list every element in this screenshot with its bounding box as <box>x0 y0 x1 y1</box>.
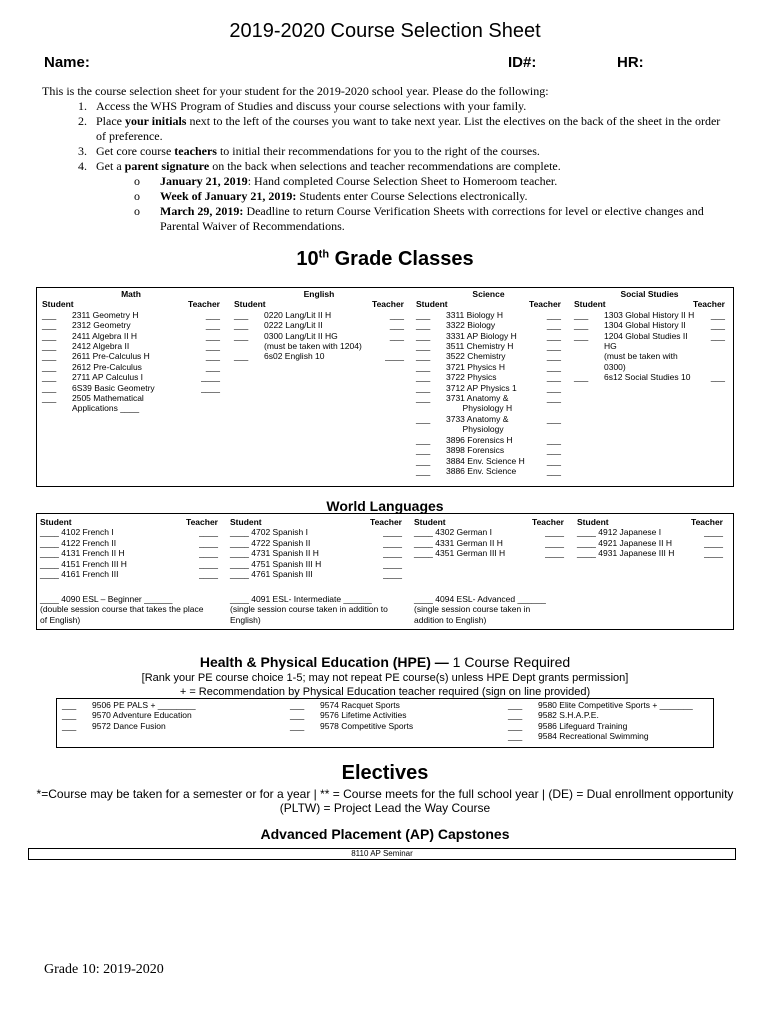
french-column <box>40 517 218 579</box>
course-row <box>40 569 218 579</box>
instruction-step: 1. Access the WHS Program of Studies and discuss your course selections with your family. <box>90 99 732 114</box>
course-name: 3721 Physics H <box>446 361 506 372</box>
course-row <box>290 700 500 710</box>
student-initial-blank: ___ <box>42 309 57 320</box>
teacher-initial-blank: ____ <box>383 527 402 538</box>
teacher-initial-blank: ___ <box>546 320 561 331</box>
teacher-label: Teacher <box>693 299 725 310</box>
course-row <box>234 320 404 330</box>
science-column <box>416 289 561 476</box>
hpe-column-1 <box>62 700 282 731</box>
student-initial-blank: ___ <box>42 372 57 383</box>
course-row <box>414 548 564 558</box>
teacher-initial-blank: ___ <box>546 330 561 341</box>
esl-line: ____ 4094 ESL- Advanced ______ <box>414 594 546 604</box>
course-name: 3731 Anatomy & <box>446 393 509 404</box>
course-name: 3331 AP Biology H <box>446 330 517 341</box>
teacher-initial-blank: ___ <box>546 372 561 383</box>
course-row <box>416 393 561 403</box>
course-row <box>234 310 404 320</box>
course-row <box>42 310 220 320</box>
teacher-initial-blank: ____ <box>385 351 404 362</box>
student-initial-blank: ___ <box>574 330 589 341</box>
teacher-initial-blank: ___ <box>546 382 561 393</box>
course-row <box>230 559 402 569</box>
course-row <box>230 527 402 537</box>
course-row <box>574 372 725 382</box>
rank-blank: ___ <box>508 720 523 731</box>
column-subheader <box>577 517 723 527</box>
teacher-initial-blank: ___ <box>205 341 220 352</box>
teacher-label: Teacher <box>370 517 402 527</box>
rank-blank: ___ <box>290 700 305 710</box>
course-name: 9580 Elite Competitive Sports + _______ <box>538 700 693 710</box>
teacher-initial-blank: ___ <box>710 320 725 331</box>
student-initial-blank: ___ <box>416 330 431 341</box>
teacher-initial-blank: ____ <box>704 527 723 538</box>
electives-legend-pltw: (PLTW) = Project Lead the Way Course <box>279 801 491 815</box>
world-languages-title: World Languages <box>326 498 444 514</box>
teacher-initial-blank: ____ <box>704 548 723 559</box>
student-initial-blank: ___ <box>42 382 57 393</box>
student-initial-blank: ___ <box>42 351 57 362</box>
course-name: 9584 Recreational Swimming <box>538 731 649 742</box>
course-row <box>42 351 220 361</box>
esl-beginner <box>40 594 225 625</box>
hpe-column-2 <box>290 700 500 731</box>
student-initial-blank: ___ <box>42 320 57 331</box>
course-name: ____ 4702 Spanish I <box>230 527 308 538</box>
column-subheader <box>230 517 402 527</box>
course-name: ____ 4761 Spanish III <box>230 569 313 580</box>
course-row <box>508 710 712 720</box>
student-initial-blank: ___ <box>416 320 431 331</box>
course-name: 9574 Racquet Sports <box>320 700 400 710</box>
course-name: ____ 4931 Japanese III H <box>577 548 675 559</box>
teacher-initial-blank: ____ <box>383 537 402 548</box>
course-name: ____ 4151 French III H <box>40 558 127 569</box>
hpe-title: Health & Physical Education (HPE) — 1 Course Required <box>199 654 571 670</box>
teacher-label: Teacher <box>529 299 561 310</box>
course-row <box>414 527 564 537</box>
teacher-initial-blank: ___ <box>546 465 561 476</box>
teacher-initial-blank: ___ <box>546 413 561 424</box>
course-name: ____ 4102 French I <box>40 527 114 538</box>
teacher-initial-blank: ____ <box>199 558 218 569</box>
instructions-lead: This is the course selection sheet for your student for the 2019-2020 school year. Please do the following: <box>42 84 549 98</box>
course-row <box>414 538 564 548</box>
teacher-initial-blank: ___ <box>205 361 220 372</box>
student-label: Student <box>577 517 609 527</box>
column-subheader <box>234 299 404 309</box>
math-column <box>42 289 220 414</box>
course-name: 3733 Anatomy & <box>446 413 509 424</box>
course-row <box>42 320 220 330</box>
math-title: Math <box>121 289 141 299</box>
ap-seminar-row: 8110 AP Seminar <box>28 848 736 860</box>
course-name: 9506 PE PALS + ________ <box>92 700 196 710</box>
student-label: Student <box>230 517 262 527</box>
course-name: 2612 Pre-Calculus <box>72 361 142 372</box>
course-row <box>416 414 561 424</box>
student-label: Student <box>42 299 74 310</box>
teacher-initial-blank: ____ <box>383 569 402 580</box>
teacher-label: Teacher <box>188 299 220 310</box>
teacher-initial-blank: ___ <box>546 393 561 404</box>
course-name: 3712 AP Physics 1 <box>446 382 517 393</box>
rank-blank: ___ <box>508 731 523 742</box>
electives-legend: *=Course may be taken for a semester or for a year | ** = Course meets for the full school year | (DE) = Dual enrollment opportunity <box>36 787 734 801</box>
rank-blank: ___ <box>62 700 77 710</box>
course-name: 2312 Geometry <box>72 320 131 331</box>
course-row <box>234 341 404 351</box>
course-row <box>574 320 725 330</box>
rank-blank: ___ <box>290 710 305 721</box>
course-name: 6S39 Basic Geometry <box>72 382 155 393</box>
student-label: Student <box>574 299 606 310</box>
course-row <box>416 351 561 361</box>
course-row <box>416 456 561 466</box>
course-row <box>508 731 712 741</box>
rank-blank: ___ <box>290 720 305 731</box>
teacher-initial-blank: ____ <box>199 548 218 559</box>
science-title: Science <box>472 289 505 299</box>
course-name: ____ 4122 French II <box>40 537 117 548</box>
course-name: Physiology <box>446 424 504 435</box>
course-row <box>42 393 220 414</box>
student-initial-blank: ___ <box>416 372 431 383</box>
deadline-item: o Week of January 21, 2019: Students enter Course Selections electronically. <box>132 189 732 204</box>
course-name: 3522 Chemistry <box>446 351 506 362</box>
course-row <box>42 383 220 393</box>
course-row <box>234 331 404 341</box>
course-name: ____ 4722 Spanish II <box>230 537 311 548</box>
course-name: 3511 Chemistry H <box>446 341 514 352</box>
course-row <box>577 538 723 548</box>
course-name: Physiology H <box>446 403 513 414</box>
name-label: Name: <box>44 54 90 71</box>
course-row <box>42 362 220 372</box>
teacher-label: Teacher <box>532 517 564 527</box>
course-row <box>416 331 561 341</box>
teacher-initial-blank: ___ <box>710 372 725 383</box>
course-name: ____ 4302 German I <box>414 527 492 538</box>
rank-blank: ___ <box>62 720 77 731</box>
column-subheader <box>416 299 561 309</box>
social-studies-column <box>574 289 725 383</box>
deadline-item: o March 29, 2019: Deadline to return Course Verification Sheets with corrections for level or elective changes and Parental Waiver of Recommendations. <box>132 204 732 234</box>
course-name: 3722 Physics <box>446 372 497 383</box>
teacher-initial-blank: ___ <box>205 309 220 320</box>
course-row <box>40 559 218 569</box>
hpe-instructions: [Rank your PE course choice 1-5; may not repeat PE course(s) unless HPE Dept grants permission] <box>141 672 629 684</box>
rank-blank: ___ <box>508 710 523 721</box>
column-subheader <box>42 299 220 309</box>
student-initial-blank: ___ <box>416 351 431 362</box>
teacher-initial-blank: ___ <box>389 330 404 341</box>
teacher-initial-blank: ___ <box>389 309 404 320</box>
deadline-item: o January 21, 2019: Hand completed Course Selection Sheet to Homeroom teacher. <box>132 174 732 189</box>
course-name: ____ 4351 German III H <box>414 548 506 559</box>
esl-line: (double session course that takes the place <box>40 604 204 615</box>
course-row <box>416 320 561 330</box>
esl-line: of English) <box>40 614 81 625</box>
teacher-label: Teacher <box>372 299 404 310</box>
course-name: 0300 Lang/Lit II HG <box>264 330 338 341</box>
course-name: (must be taken with 0300) <box>604 351 681 372</box>
course-name: 1204 Global Studies II HG <box>604 330 691 352</box>
instruction-steps <box>90 99 732 234</box>
course-name: 2505 Mathematical Applications ____ <box>72 393 146 414</box>
course-row <box>577 527 723 537</box>
esl-intermediate <box>230 594 410 625</box>
page-footer: Grade 10: 2019-2020 <box>44 962 164 977</box>
teacher-initial-blank: ___ <box>546 455 561 466</box>
course-name: ____ 4731 Spanish II H <box>230 548 319 559</box>
teacher-initial-blank: ____ <box>199 527 218 538</box>
course-name: 3896 Forensics H <box>446 434 513 445</box>
instructions <box>42 84 732 234</box>
teacher-initial-blank: ___ <box>205 351 220 362</box>
course-row <box>574 310 725 320</box>
course-name: 3322 Biology <box>446 320 496 331</box>
teacher-label: Teacher <box>691 517 723 527</box>
spanish-column <box>230 517 402 579</box>
column-subheader <box>414 517 564 527</box>
course-row <box>42 331 220 341</box>
teacher-initial-blank: ____ <box>545 548 564 559</box>
course-row <box>416 362 561 372</box>
course-row <box>290 710 500 720</box>
student-initial-blank: ___ <box>234 320 249 331</box>
course-name: (must be taken with 1204) <box>264 341 362 352</box>
course-row <box>577 548 723 558</box>
teacher-initial-blank: ____ <box>201 382 220 393</box>
esl-line: English) <box>230 614 261 625</box>
electives-title: Electives <box>341 762 429 784</box>
course-row <box>40 548 218 558</box>
student-initial-blank: ___ <box>416 445 431 456</box>
student-initial-blank: ___ <box>42 393 57 404</box>
course-row <box>508 721 712 731</box>
teacher-initial-blank: ____ <box>383 558 402 569</box>
course-row <box>230 548 402 558</box>
student-initial-blank: ___ <box>574 372 589 383</box>
grade-heading: 10th Grade Classes <box>296 248 474 270</box>
course-name: 3886 Env. Science <box>446 465 517 476</box>
course-name: 9582 S.H.A.P.E. <box>538 710 599 721</box>
course-name: 2411 Algebra II H <box>72 330 138 341</box>
teacher-initial-blank: ___ <box>389 320 404 331</box>
course-row <box>234 351 404 361</box>
teacher-initial-blank: ____ <box>201 372 220 383</box>
teacher-initial-blank: ___ <box>205 320 220 331</box>
course-name: 2611 Pre-Calculus H <box>72 351 150 362</box>
teacher-initial-blank: ___ <box>546 361 561 372</box>
column-subheader <box>40 517 218 527</box>
course-row <box>508 700 712 710</box>
english-title: English <box>303 289 335 299</box>
student-initial-blank: ___ <box>234 351 249 362</box>
rank-blank: ___ <box>62 710 77 721</box>
student-initial-blank: ___ <box>234 309 249 320</box>
student-initial-blank: ___ <box>416 413 431 424</box>
course-row <box>416 424 561 434</box>
page-title: 2019-2020 Course Selection Sheet <box>229 20 541 42</box>
course-name: 6s02 English 10 <box>264 351 325 362</box>
course-name: 9570 Adventure Education <box>92 710 192 721</box>
course-name: 9586 Lifeguard Training <box>538 720 628 731</box>
student-label: Student <box>40 517 72 527</box>
teacher-initial-blank: ____ <box>199 537 218 548</box>
course-row <box>416 445 561 455</box>
ap-capstones-title: Advanced Placement (AP) Capstones <box>260 826 510 842</box>
course-row <box>416 383 561 393</box>
course-name: 3884 Env. Science H <box>446 455 525 466</box>
esl-line: ____ 4090 ESL – Beginner ______ <box>40 594 173 604</box>
course-name: 6s12 Social Studies 10 <box>604 372 691 383</box>
teacher-initial-blank: ___ <box>546 309 561 320</box>
course-row <box>40 527 218 537</box>
teacher-initial-blank: ____ <box>545 527 564 538</box>
teacher-initial-blank: ___ <box>710 309 725 320</box>
course-row <box>62 721 282 731</box>
hpe-recommendation-note: + = Recommendation by Physical Education teacher required (sign on line provided) <box>179 686 591 698</box>
student-initial-blank: ___ <box>42 341 57 352</box>
course-row <box>62 710 282 720</box>
teacher-initial-blank: ___ <box>546 434 561 445</box>
teacher-initial-blank: ___ <box>546 341 561 352</box>
course-name: 9572 Dance Fusion <box>92 720 166 731</box>
course-row <box>416 372 561 382</box>
course-name: ____ 4331 German II H <box>414 537 503 548</box>
student-initial-blank: ___ <box>416 382 431 393</box>
course-name: 3898 Forensics <box>446 445 505 456</box>
teacher-initial-blank: ___ <box>546 351 561 362</box>
student-initial-blank: ___ <box>42 330 57 341</box>
esl-line: ____ 4091 ESL- Intermediate ______ <box>230 594 372 604</box>
course-name: 9576 Lifetime Activities <box>320 710 407 721</box>
student-label: Student <box>416 299 448 310</box>
course-name: 0222 Lang/Lit II <box>264 320 323 331</box>
course-name: 3311 Biology H <box>446 309 504 320</box>
teacher-initial-blank: ___ <box>710 330 725 341</box>
column-subheader <box>574 299 725 309</box>
course-row <box>62 700 282 710</box>
course-name: ____ 4751 Spanish III H <box>230 558 322 569</box>
course-name: 1303 Global History II H <box>604 309 695 320</box>
teacher-initial-blank: ____ <box>704 537 723 548</box>
hr-label: HR: <box>617 54 644 71</box>
student-label: Student <box>414 517 446 527</box>
course-row <box>416 466 561 476</box>
student-initial-blank: ___ <box>416 455 431 466</box>
esl-line: (single session course taken in addition to <box>230 604 388 615</box>
course-name: ____ 4161 French III <box>40 569 119 580</box>
course-name: 0220 Lang/Lit II H <box>264 309 332 320</box>
deadline-list <box>132 174 732 234</box>
course-row <box>40 538 218 548</box>
teacher-initial-blank: ____ <box>545 537 564 548</box>
student-initial-blank: ___ <box>416 341 431 352</box>
social-title: Social Studies <box>620 289 679 299</box>
student-initial-blank: ___ <box>42 361 57 372</box>
student-initial-blank: ___ <box>416 393 431 404</box>
course-row <box>42 341 220 351</box>
id-label: ID#: <box>508 54 537 71</box>
instruction-step: 4. Get a parent signature on the back when selections and teacher recommendations are complete. o January 21, 2019: Hand completed Course Selection Sheet to Homeroom teacher. o Week of January 21, 2019: Students enter Course Selections electronically. o March 29, 2019: Deadline to return Course Verification Sheets with corrections for level or elective changes and Parental Waiver of Recommendations. <box>90 159 732 234</box>
course-row <box>416 403 561 413</box>
course-name: 1304 Global History II <box>604 320 686 331</box>
course-row <box>230 538 402 548</box>
course-row <box>230 569 402 579</box>
course-row <box>574 331 725 352</box>
course-row <box>574 351 725 372</box>
teacher-initial-blank: ____ <box>383 548 402 559</box>
course-row <box>42 372 220 382</box>
course-row <box>290 721 500 731</box>
esl-advanced <box>414 594 574 625</box>
course-name: 2311 Geometry H <box>72 309 139 320</box>
course-name: 2711 AP Calculus I <box>72 372 144 383</box>
esl-line: addition to English) <box>414 614 487 625</box>
student-label: Student <box>234 299 266 310</box>
student-initial-blank: ___ <box>574 309 589 320</box>
hpe-column-3 <box>508 700 712 742</box>
student-initial-blank: ___ <box>416 434 431 445</box>
course-name: ____ 4912 Japanese I <box>577 527 662 538</box>
student-initial-blank: ___ <box>574 320 589 331</box>
course-row <box>416 435 561 445</box>
teacher-initial-blank: ____ <box>199 569 218 580</box>
student-initial-blank: ___ <box>416 361 431 372</box>
rank-blank: ___ <box>508 700 523 710</box>
english-column <box>234 289 404 362</box>
student-initial-blank: ___ <box>416 465 431 476</box>
japanese-column <box>577 517 723 559</box>
german-column <box>414 517 564 559</box>
instruction-step: 3. Get core course teachers to initial their recommendations for you to the right of the courses. <box>90 144 732 159</box>
instruction-step: 2. Place your initials next to the left of the courses you want to take next year. List the electives on the back of the sheet in the order of preference. <box>90 114 732 144</box>
course-name: 9578 Competitive Sports <box>320 720 414 731</box>
course-name: 2412 Algebra II <box>72 341 130 352</box>
student-initial-blank: ___ <box>416 309 431 320</box>
teacher-initial-blank: ___ <box>205 330 220 341</box>
course-row <box>416 341 561 351</box>
esl-line: (single session course taken in <box>414 604 531 615</box>
course-row <box>416 310 561 320</box>
teacher-label: Teacher <box>186 517 218 527</box>
student-initial-blank: ___ <box>234 330 249 341</box>
teacher-initial-blank: ___ <box>546 445 561 456</box>
course-name: ____ 4131 French II H <box>40 548 125 559</box>
course-name: ____ 4921 Japanese II H <box>577 537 672 548</box>
